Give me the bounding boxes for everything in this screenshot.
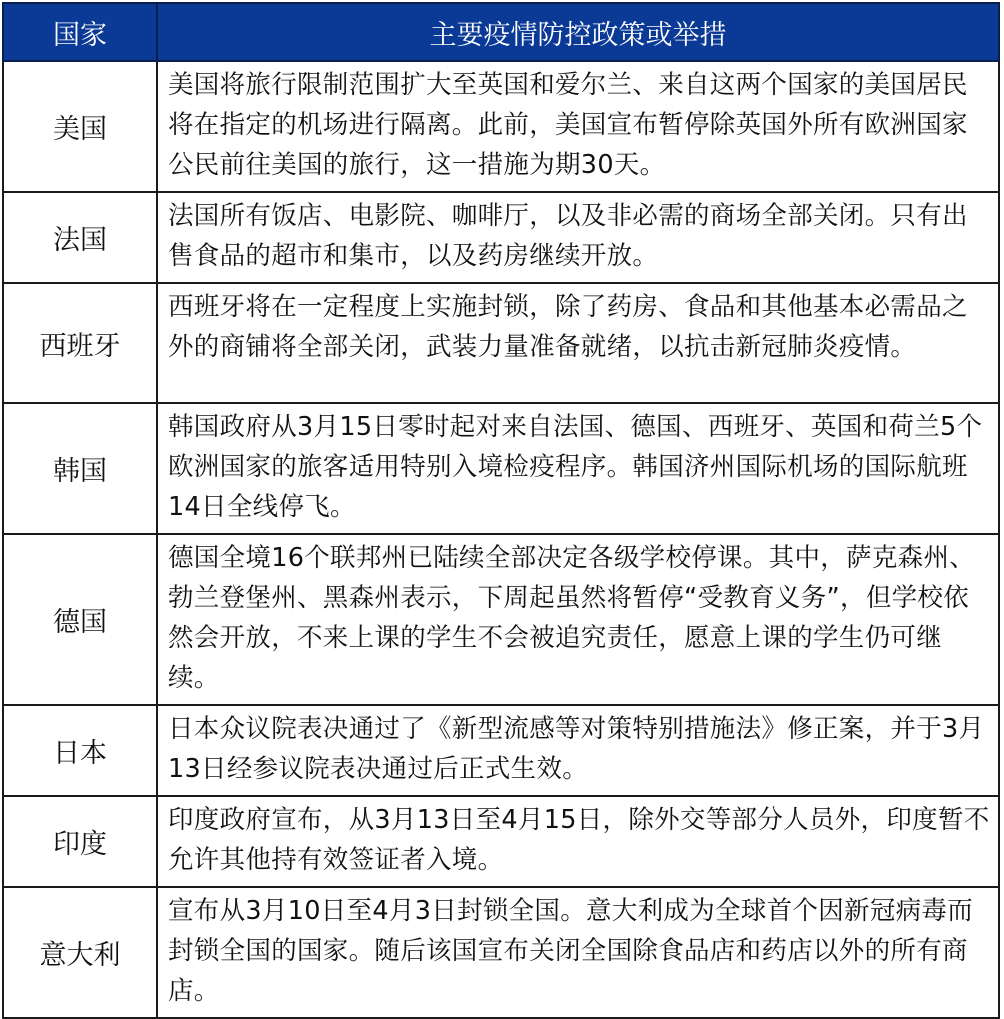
policy-cell: 西班牙将在一定程度上实施封锁，除了药房、食品和其他基本必需品之外的商铺将全部关闭，武装力量准备就绪，以抗击新冠肺炎疫情。 [157, 283, 999, 403]
country-cell: 德国 [3, 534, 157, 705]
country-cell: 法国 [3, 192, 157, 283]
table-row [3, 796, 999, 887]
table-row [3, 283, 999, 403]
policy-cell: 印度政府宣布，从3月13日至4月15日，除外交等部分人员外，印度暂不允许其他持有效签证者入境。 [157, 796, 999, 887]
policy-cell: 法国所有饭店、电影院、咖啡厅，以及非必需的商场全部关闭。只有出售食品的超市和集市，以及药房继续开放。 [157, 192, 999, 283]
table-row [3, 61, 999, 192]
header-row [3, 3, 999, 61]
policy-table [2, 2, 1000, 1019]
country-cell: 印度 [3, 796, 157, 887]
table-body [3, 61, 999, 1018]
policy-cell: 德国全境16个联邦州已陆续全部决定各级学校停课。其中，萨克森州、勃兰登堡州、黑森州表示，下周起虽然将暂停“受教育义务”，但学校依然会开放，不来上课的学生不会被追究责任，愿意上课的学生仍可继续。 [157, 534, 999, 705]
table-row [3, 192, 999, 283]
header-policy: 主要疫情防控政策或举措 [157, 3, 999, 61]
table-row [3, 403, 999, 534]
table-row [3, 705, 999, 796]
policy-cell: 日本众议院表决通过了《新型流感等对策特别措施法》修正案，并于3月13日经参议院表决通过后正式生效。 [157, 705, 999, 796]
table-row [3, 887, 999, 1018]
header-country: 国家 [3, 3, 157, 61]
country-cell: 韩国 [3, 403, 157, 534]
table-header [3, 3, 999, 61]
policy-cell: 韩国政府从3月15日零时起对来自法国、德国、西班牙、英国和荷兰5个欧洲国家的旅客适用特别入境检疫程序。韩国济州国际机场的国际航班14日全线停飞。 [157, 403, 999, 534]
policy-cell: 美国将旅行限制范围扩大至英国和爱尔兰、来自这两个国家的美国居民将在指定的机场进行隔离。此前，美国宣布暂停除英国外所有欧洲国家公民前往美国的旅行，这一措施为期30天。 [157, 61, 999, 192]
table-row [3, 534, 999, 705]
country-cell: 西班牙 [3, 283, 157, 403]
policy-cell: 宣布从3月10日至4月3日封锁全国。意大利成为全球首个因新冠病毒而封锁全国的国家。随后该国宣布关闭全国除食品店和药店以外的所有商店。 [157, 887, 999, 1018]
country-cell: 日本 [3, 705, 157, 796]
country-cell: 意大利 [3, 887, 157, 1018]
country-cell: 美国 [3, 61, 157, 192]
